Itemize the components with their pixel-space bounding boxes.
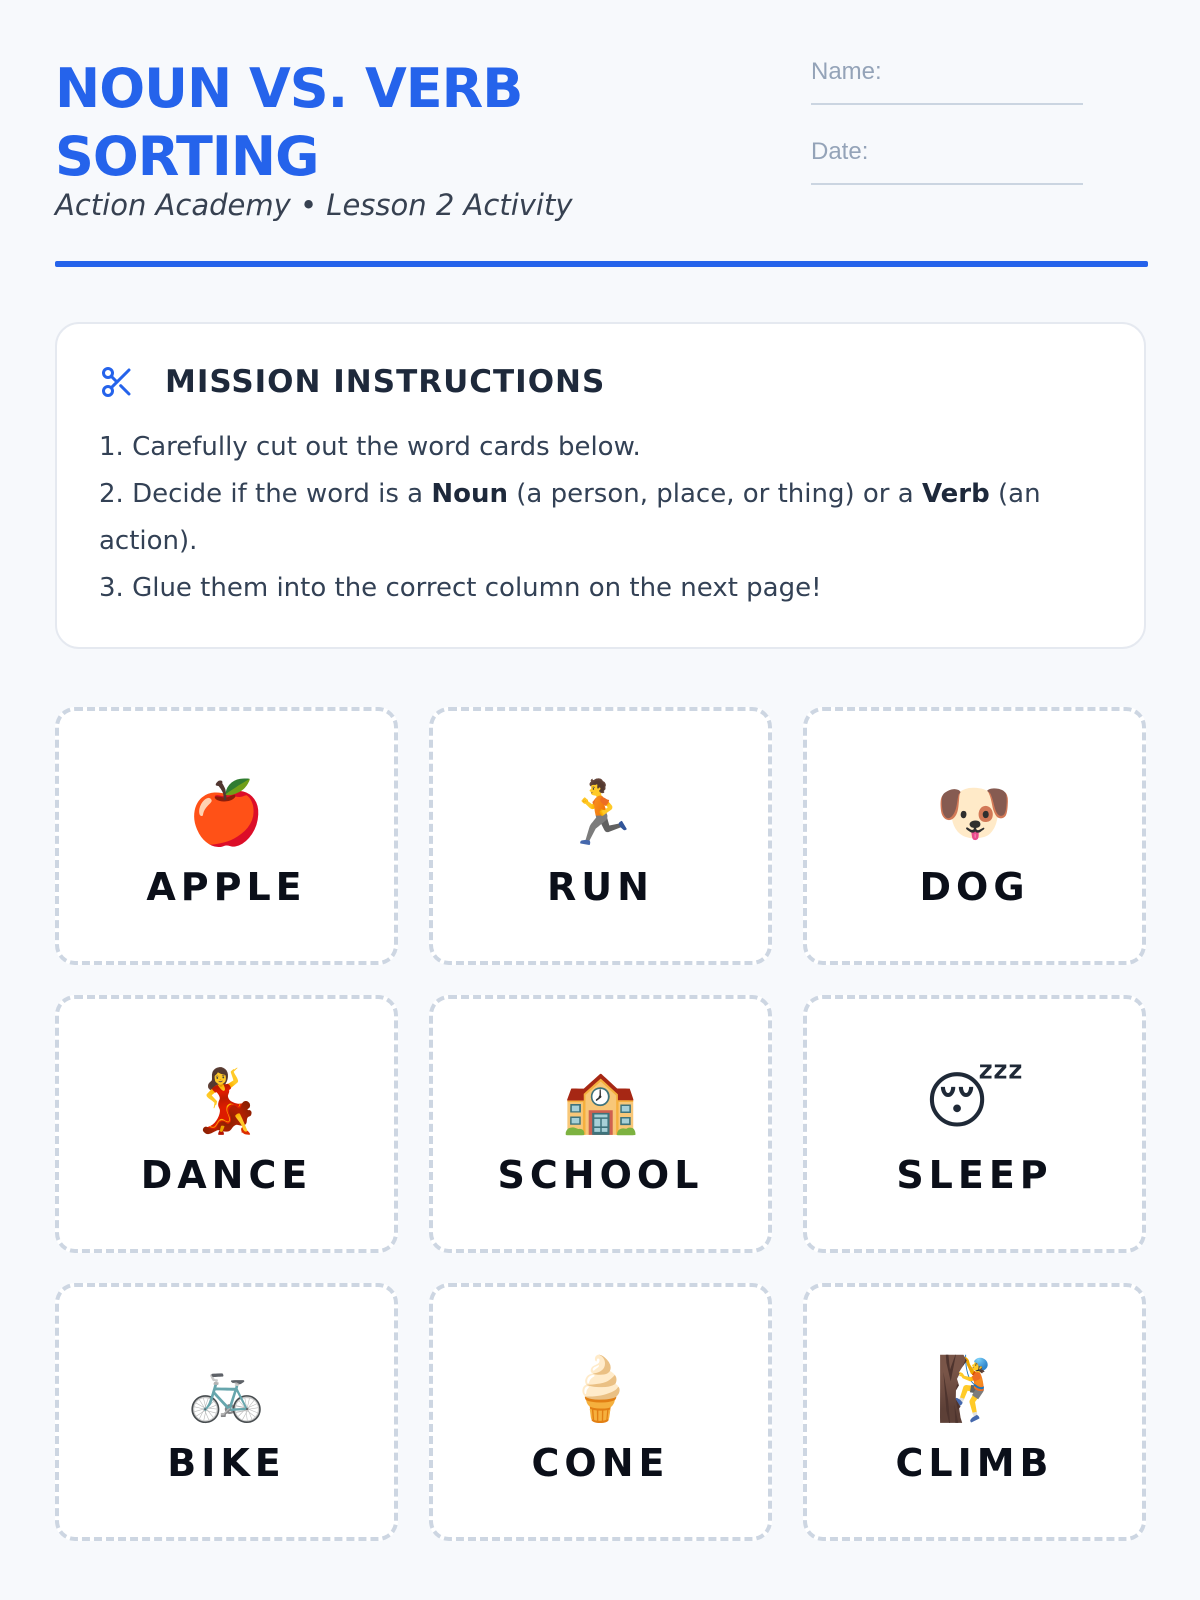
word-card-cone[interactable] — [429, 1283, 772, 1541]
card-word: DOG — [919, 865, 1030, 909]
scissors-icon — [99, 364, 135, 400]
instructions-title: MISSION INSTRUCTIONS — [165, 364, 606, 400]
word-card-bike[interactable] — [55, 1283, 398, 1541]
card-word: CONE — [531, 1441, 670, 1485]
date-label: Date: — [811, 138, 869, 165]
date-line[interactable] — [811, 183, 1083, 185]
card-word: SCHOOL — [497, 1153, 704, 1197]
card-word: CLIMB — [895, 1441, 1054, 1485]
word-card-dance[interactable] — [55, 995, 398, 1253]
card-word: DANCE — [140, 1153, 313, 1197]
step2-text-start: 2. Decide if the word is a — [99, 479, 432, 509]
worksheet-header — [55, 55, 1148, 265]
apple-icon: 🍎 — [187, 776, 266, 849]
date-field[interactable] — [811, 135, 1111, 215]
word-card-dog[interactable] — [803, 707, 1146, 965]
header-divider — [55, 261, 1148, 267]
card-word: RUN — [547, 865, 654, 909]
card-word: BIKE — [167, 1441, 286, 1485]
instruction-step-1: 1. Carefully cut out the word cards below. — [99, 432, 641, 462]
page-title: NOUN VS. VERB SORTING — [55, 57, 523, 188]
word-card-grid — [55, 707, 1148, 1541]
step2-text-end: (an action). — [99, 479, 1041, 556]
word-card-sleep[interactable] — [803, 995, 1146, 1253]
school-icon: 🏫 — [561, 1064, 640, 1137]
instructions-heading — [99, 364, 605, 400]
bicycle-icon: 🚲 — [187, 1352, 266, 1425]
student-info — [811, 55, 1111, 215]
dog-face-icon: 🐶 — [935, 776, 1014, 849]
page-subtitle: Action Academy • Lesson 2 Activity — [55, 188, 573, 222]
card-word: APPLE — [146, 865, 307, 909]
word-card-apple[interactable] — [55, 707, 398, 965]
instruction-step-3: 3. Glue them into the correct column on the next page! — [99, 573, 822, 603]
card-word: SLEEP — [896, 1153, 1053, 1197]
sleeping-face-icon: 😴 — [924, 1064, 1025, 1137]
instructions-panel — [55, 322, 1146, 649]
word-card-run[interactable] — [429, 707, 772, 965]
name-label: Name: — [811, 58, 882, 85]
ice-cream-icon: 🍦 — [561, 1352, 640, 1425]
word-card-climb[interactable] — [803, 1283, 1146, 1541]
instruction-step-2 — [99, 471, 1059, 565]
name-field[interactable] — [811, 55, 1111, 135]
noun-term: Noun — [431, 479, 509, 509]
runner-icon: 🏃 — [561, 776, 640, 849]
verb-term: Verb — [921, 479, 990, 509]
name-line[interactable] — [811, 103, 1083, 105]
climber-icon: 🧗 — [935, 1352, 1014, 1425]
word-card-school[interactable] — [429, 995, 772, 1253]
step2-text-middle: (a person, place, or thing) or a — [508, 479, 922, 509]
dancer-icon: 💃 — [187, 1064, 266, 1137]
instructions-list — [99, 424, 1059, 612]
